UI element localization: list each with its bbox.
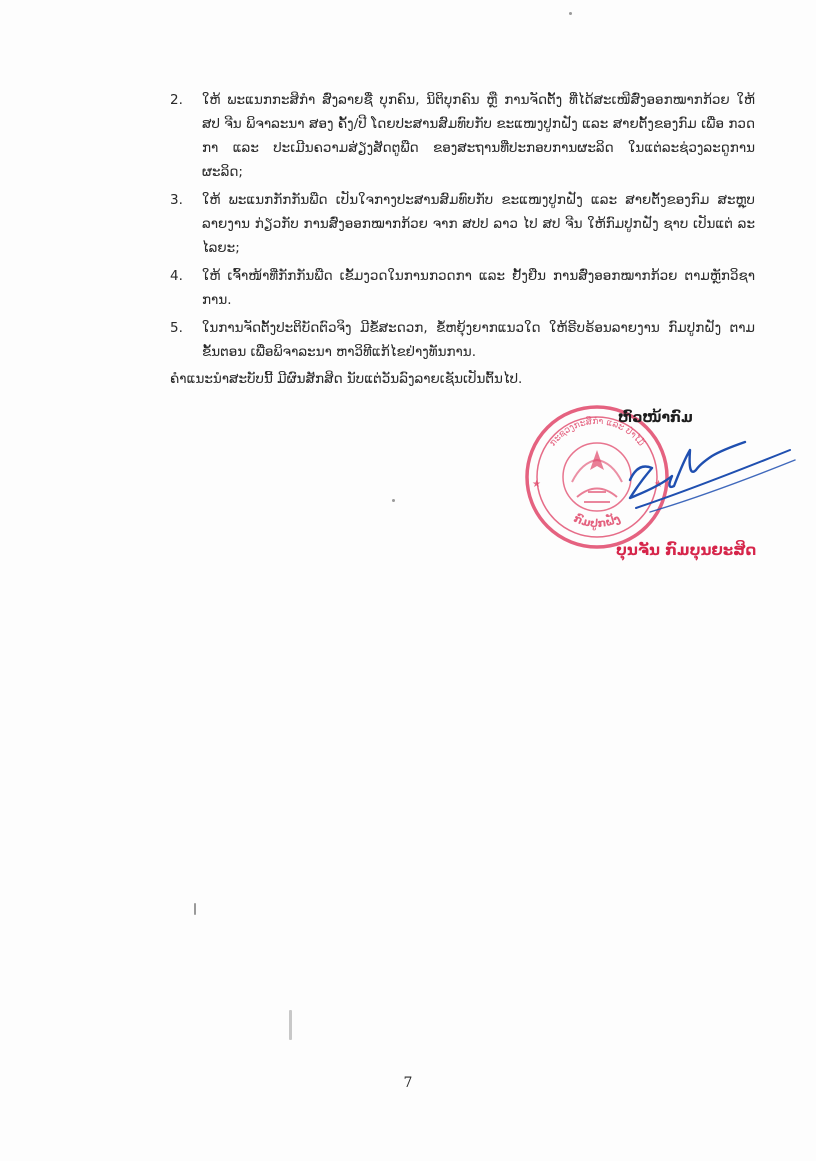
item-text: ໃຫ້ ພະແນກກະສິກຳ ສົ່ງລາຍຊື່ ບຸກຄົນ, ນິຕິບຸກຄົນ ຫຼື ການຈັດຕັ້ງ ທີ່ໄດ້ສະເໜີສົ່ງອອກໝາກກ້ວຍ ໃຫ້ ສປ ຈີນ ພິຈາລະນາ ສອງ ຄັ້ງ/ປີ ໂດຍປະສານສົມທົບກັບ ຂະແໜງປູກຝັງ ແລະ ສາຍຕັ້ງຂອງກົມ ເພື່ອ ກວດກາ ແລະ ປະເມີນຄວາມສ່ຽງສັດຕູພືດ ຂອງສະຖານທີ່ປະກອບການຜະລິດ ໃນແຕ່ລະຊ່ວງລະດູການ ຜະລິດ; [202, 92, 755, 180]
seal-text-bottom: ກົມປູກຝັງ [571, 511, 623, 531]
scan-speck [392, 499, 395, 502]
handwritten-signature-icon [600, 420, 800, 530]
page-number: 7 [403, 1075, 413, 1091]
item-text: ໃຫ້ ເຈົ້າໜ້າທີ່ກັກກັນພືດ ເຂັ້ມງວດໃນການກວດກາ ແລະ ຢັ້ງຢືນ ການສົ່ງອອກໝາກກ້ວຍ ຕາມຫຼັກວິຊາ ການ. [202, 268, 755, 308]
list-item [170, 316, 755, 364]
item-number: 5. [170, 320, 183, 336]
item-text: ໃຫ້ ພະແນກກັກກັນພືດ ເປັນໃຈກາງປະສານສົມທົບກັບ ຂະແໜງປູກຝັງ ແລະ ສາຍຕັ້ງຂອງກົມ ສະຫຼຸບ ລາຍງານ ກ່ຽວກັບ ການສົ່ງອອກໝາກກ້ວຍ ຈາກ ສປປ ລາວ ໄປ ສປ ຈີນ ໃຫ້ກົມປູກຝັງ ຊາບ ເປັນແຕ່ ລະໄລຍະ; [202, 192, 755, 256]
signatory-title: ຫົວໜ້າກົມ [618, 410, 693, 426]
item-number: 3. [170, 192, 183, 208]
list-item [170, 188, 755, 260]
item-number: 4. [170, 268, 183, 284]
scan-speck [194, 903, 196, 915]
seal-text-top: ກະຊວງກະສິກຳ ແລະ ປ່າໄມ້ [548, 416, 646, 449]
scan-speck [569, 12, 572, 15]
closing-statement: ຄຳແນະນຳສະບັບນີ້ ມີຜົນສັກສິດ ນັບແຕ່ວັນລົງລາຍເຊັນເປັນຕົ້ນໄປ. [170, 371, 523, 387]
svg-text:★: ★ [654, 479, 663, 490]
list-item [170, 264, 755, 312]
scan-speck [289, 1010, 292, 1040]
svg-text:★: ★ [532, 479, 541, 490]
signatory-name: ບຸນຈັນ ກົມບຸນຍະສິດ [616, 541, 757, 559]
list-item [170, 88, 755, 184]
item-number: 2. [170, 92, 183, 108]
instruction-list [170, 88, 755, 368]
item-text: ໃນການຈັດຕັ້ງປະຕິບັດຕົວຈິງ ມີຂໍ້ສະດວກ, ຂໍ້ຫຍຸ້ງຍາກແນວໃດ ໃຫ້ຣີບຣ້ອນລາຍງານ ກົມປູກຝັງ ຕາມ ຂັ້ນຕອນ ເພື່ອພິຈາລະນາ ຫາວິທີແກ້ໄຂຢ່າງທັນການ. [202, 320, 755, 360]
